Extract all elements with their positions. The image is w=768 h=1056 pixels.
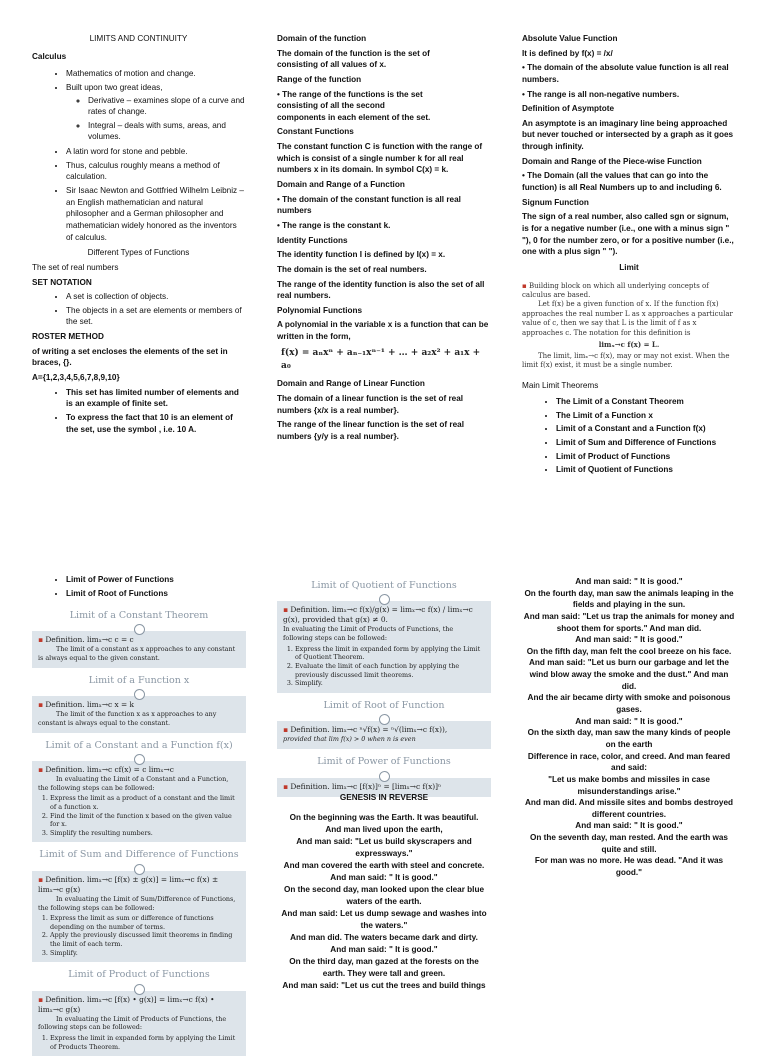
figure-text: The limit, limₓ→c f(x), may or may not exist. When the limit f(x) exist, it must be a single number. [522,351,730,370]
bullet-icon: ▪ [38,700,46,710]
genesis-line: And the air became dirty with smoke and poisonous gases. [527,693,731,715]
panel-title: Limit of Quotient of Functions [277,573,491,594]
panel-definition: Definition. limₓ→c c = c [45,635,134,645]
absolute-text: It is defined by f(x) = /x/ [522,48,613,58]
genesis-line: On the second day, man looked upon the clear blue waters of the earth. [283,884,485,906]
range-heading: Range of the function [277,74,362,84]
theorem-panel [32,603,246,668]
asymptote-text: An asymptote is an imaginary line being approached but never touched or intersected by a graph as it goes through infinity. [522,118,734,152]
roster-heading: ROSTER METHOD [32,332,104,342]
panel-body [277,721,491,749]
list-item: • Limit of Root of Functions [66,588,245,600]
theorem-panel [32,733,246,843]
column-1 [32,33,245,438]
bullet-icon: ▪ [38,874,46,884]
panel-title: Limit of a Function x [32,668,246,689]
roster-list [32,387,245,436]
polynomial-formula: f(x) = aₙxⁿ + aₙ₋₁xⁿ⁻¹ + … + a₂x² + a₁x + a₀ [281,347,481,371]
list-item: • Sir Isaac Newton and Gottfried Wilhelm Leibniz – an English mathematician and natural philosopher and a German philosopher and mathematician widely honored as the inventors of calculus. [66,185,245,243]
list-item: • This set has limited number of elements and is an example of finite set. [66,387,245,410]
theorem-panel [32,842,246,962]
panel-definition: Definition. limₓ→c cf(x) = c limₓ→c [45,764,174,774]
domain-heading: Domain of the function [277,34,367,43]
domain-range-heading: Domain and Range of a Function [277,180,405,190]
genesis-line: And man said: " It is good." [575,716,683,726]
genesis-line: And man lived upon the earth, [325,824,443,834]
constant-heading: Constant Functions [277,127,354,137]
circle-icon [134,624,145,635]
bullet-icon: ▪ [283,725,291,735]
limit-definition-figure [522,282,736,371]
figure-text: Let f(x) be a given function of x. If the function f(x) approaches the real number L as x approaches a particular value of c, then we say that L is the limit of f as x approaches c. The notation for this definition is [522,300,733,337]
list-item: 1. Express the limit in expanded form by applying the Limit of Products Theorem. [50,1034,240,1051]
genesis-line: And man said: "Let us trap the animals for money and shoot them for sports." And man did. [523,611,735,633]
panel-body [32,631,246,667]
list-item: 2. Evaluate the limit of each function by applying the previously discussed limit theorems. [295,662,485,679]
panel-definition: Definition. limₓ→c ⁿ√f(x) = ⁿ√(limₓ→c f(x)), [290,725,448,735]
list-item: • The Limit of a Constant Theorem [556,396,736,408]
domain-range-text: • The range is the constant k. [277,220,391,230]
document-title: LIMITS AND CONTINUITY [89,34,188,43]
column-2 [277,33,489,445]
genesis-line: On the fifth day, man felt the cool breeze on his face. [526,646,732,656]
signum-text: The sign of a real number, also called sgn or signum, is for a negative number (i.e., one with a minus sign " "), 0 for the number zero, or for a positive number (i.e., one with a plus sign " "). [522,212,734,257]
limit-heading: Limit [619,262,639,272]
genesis-line: And man said: "Let us build skyscrapers and expressways." [296,836,472,858]
genesis-line: On the third day, man gazed at the forests on the earth. They were tall and green. [289,956,479,978]
genesis-line: And man said: Let us dump sewage and washes into the waters." [281,908,487,930]
list-item: • Limit of Power of Functions [66,574,245,586]
genesis-line: For man was no more. He was dead. "And it was good." [534,856,724,878]
panel-text: provided that lim f(x) > 0 when n is even [283,735,416,744]
genesis-line: On the beginning was the Earth. It was beautiful. [289,812,479,822]
set-notation-heading: SET NOTATION [32,277,92,287]
panel-text: In evaluating the Limit of Products of Functions, the following steps can be followed: [283,625,454,643]
real-numbers-heading: The set of real numbers [32,262,119,272]
theorem-panels-2 [277,573,491,797]
domain-text: The domain of the function is the set of [277,48,430,58]
list-item: 2. Apply the previously discussed limit theorems in finding the limit of each term. [50,931,240,948]
signum-heading: Signum Function [522,197,589,207]
figure-text: Building block on which all underlying concepts of calculus are based. [522,281,709,299]
bullet-icon: ▪ [38,994,46,1004]
list-item: 1. Express the limit as sum or difference of functions depending on the number of terms. [50,914,240,931]
list-item: 3. Simplify the resulting numbers. [50,829,240,838]
theorem-panel [277,573,491,693]
genesis-line: On the fourth day, man saw the animals leaping in the fields and playing in the sun. [524,588,734,610]
panel-text: The limit of the function x as x approaches to any constant is always equal to the constant. [38,710,217,727]
circle-icon [134,689,145,700]
panel-definition: Definition. limₓ→c f(x)/g(x) = limₓ→c f(x) / limₓ→c g(x), provided that g(x) ≠ 0. [283,605,473,625]
panel-title: Limit of a Constant and a Function f(x) [32,733,246,754]
circle-icon [134,984,145,995]
range-text: consisting of all the second [277,101,385,111]
list-item: • Limit of Product of Functions [556,451,736,463]
circle-icon [379,771,390,782]
absolute-heading: Absolute Value Function [522,34,618,43]
list-item: • The objects in a set are elements or members of the set. [66,305,245,328]
column-1-continued [32,574,245,601]
panel-text: In evaluating the Limit of Sum/Difference of Functions, the following steps can be followed: [38,894,236,912]
linear-heading: Domain and Range of Linear Function [277,379,425,389]
list-item: • To express the fact that 10 is an element of the set, use the symbol , i.e. 10 A. [66,412,245,435]
bullet-icon: ▪ [522,281,529,290]
panel-text: The limit of a constant as x approaches to any constant is always equal to the given constant. [38,645,236,663]
piecewise-heading: Domain and Range of the Piece-wise Function [522,156,702,166]
list-item: • The Limit of a Function x [556,410,736,422]
polynomial-heading: Polynomial Functions [277,305,363,315]
panel-body [32,696,246,732]
genesis-line: And man said: " It is good." [575,577,683,586]
circle-icon [134,754,145,765]
roster-example: A={1,2,3,4,5,6,7,8,9,10} [32,373,120,383]
list-item: ◦ Integral – deals with sums, areas, and volumes. [88,120,245,143]
identity-text: The domain is the set of real numbers. [277,264,427,274]
polynomial-text: A polynomial in the variable x is a function that can be written in the form, [277,320,489,342]
list-item: • A set is collection of objects. [66,291,245,303]
sub-list [66,95,245,144]
panel-definition: Definition. limₓ→c [f(x)]ⁿ = [limₓ→c f(x)]ⁿ [290,781,442,791]
list-item: 1. Express the limit in expanded form by applying the Limit of Quotient Theorem. [295,645,485,662]
panel-body [32,761,246,842]
list-item: • Mathematics of motion and change. [66,68,245,80]
panel-title: Limit of a Constant Theorem [32,603,246,624]
roster-text: of writing a set encloses the elements of the set in braces, {}. [32,346,228,368]
piecewise-text: • The Domain (all the values that can go into the function) is all Real Numbers up to and including 6. [522,171,722,193]
genesis-line: And man said: "Let us cut the trees and build things [282,980,486,990]
column-3 [522,33,736,479]
genesis-line: Difference in race, color, and creed. And man feared and said: [527,751,731,773]
genesis-title: GENESIS IN REVERSE [339,793,429,802]
list-item: 3. Simplify. [295,679,485,688]
panel-definition: Definition. limₓ→c [f(x) • g(x)] = limₓ→c f(x) • limₓ→c g(x) [38,994,215,1014]
genesis-line: "Let us make bombs and missiles in case misunderstandings arise." [548,774,710,796]
genesis-line: On the seventh day, man rested. And the earth was quite and still. [530,833,728,854]
identity-text: The range of the identity function is also the set of all real numbers. [277,279,485,301]
list-item: • A latin word for stone and pebble. [66,146,245,158]
range-text: components in each element of the set. [277,112,431,122]
constant-text: The constant function C is function with the range of which is consist of a single number k for all real numbers x in its domain. In symbol C(x) = k. [277,142,483,175]
range-text: • The range of the functions is the set [277,89,423,99]
panel-definition: Definition. limₓ→c x = k [45,700,135,710]
theorems-heading: Main Limit Theorems [522,381,599,391]
calculus-heading: Calculus [32,51,67,61]
linear-text: The range of the linear function is the set of real numbers {y/y is a real number}. [277,420,464,441]
genesis-line: And man said: " It is good." [575,635,683,645]
panel-text: In evaluating the Limit of a Constant and a Function, the following steps can be followed: [38,774,229,792]
list-item: • Limit of Sum and Difference of Functions [556,437,736,449]
panel-title: Limit of Power of Functions [277,749,491,770]
panel-title: Limit of Sum and Difference of Functions [32,842,246,863]
identity-text: The identity function I is defined by I(x) = x. [277,250,446,260]
genesis-line: And man covered the earth with steel and concrete. [283,860,485,870]
domain-range-text: • The domain of the constant function is all real numbers [277,194,461,216]
genesis-line: And man said: " It is good." [330,872,438,882]
genesis-passage [277,792,491,992]
genesis-line: And man said: " It is good." [575,821,683,831]
circle-icon [379,714,390,725]
list-item: • Thus, calculus roughly means a method of calculation. [66,160,245,183]
list-item: • Built upon two great ideas, ◦ Derivative – examines slope of a curve and rates of change. ◦ Integral – deals with sums, areas, and volumes. [66,82,245,143]
list-item: ◦ Derivative – examines slope of a curve and rates of change. [88,95,245,118]
absolute-text: • The domain of the absolute value function is all real numbers. [522,63,729,84]
identity-heading: Identity Functions [277,235,348,245]
bullet-icon: ▪ [283,781,291,791]
genesis-passage-continued [522,576,736,879]
theorem-panels-1 [32,603,246,1056]
theorem-panel [277,693,491,749]
list-item: 2. Find the limit of the function x based on the given value for x. [50,812,240,829]
circle-icon [379,594,390,605]
panel-text: In evaluating the Limit of Products of Functions, the following steps can be followed: [38,1014,227,1032]
circle-icon [134,864,145,875]
bullet-icon: ▪ [38,635,46,645]
set-list [32,291,245,328]
genesis-line: And man did. The waters became dark and dirty. [290,932,478,942]
panel-body [32,991,246,1056]
list-item: 1. Express the limit as a product of a constant and the limit of a function x. [50,794,240,811]
list-item: 3. Simplify. [50,949,240,958]
figure-formula: limₓ→c f(x) = L. [598,340,660,350]
theorem-panel [32,668,246,733]
domain-text: consisting of all values of x. [277,60,387,70]
panel-body [277,601,491,692]
bullet-icon: ▪ [283,605,291,615]
types-heading: Different Types of Functions [87,248,190,258]
panel-title: Limit of Product of Functions [32,962,246,983]
bullet-icon: ▪ [38,764,46,774]
theorem-panel [32,962,246,1056]
asymptote-heading: Definition of Asymptote [522,104,615,114]
panel-body [32,871,246,962]
list-item: • Limit of Quotient of Functions [556,464,736,476]
panel-title: Limit of Root of Function [277,693,491,714]
genesis-line: And man did. And missile sites and bombs destroyed different countries. [524,798,734,819]
genesis-line: On the sixth day, man saw the many kinds of people on the earth [527,728,731,749]
calculus-list [32,68,245,243]
theorem-panel [277,749,491,796]
panel-definition: Definition. limₓ→c [f(x) ± g(x)] = limₓ→c f(x) ± limₓ→c g(x) [38,874,219,894]
absolute-text: • The range is all non-negative numbers. [522,89,680,99]
genesis-line: And man said: "Let us burn our garbage and let the wind blow away the smoke and the dust." And man did. [529,658,729,691]
genesis-line: And man said: " It is good." [330,944,438,954]
list-item: • Limit of a Constant and a Function f(x) [556,423,736,435]
theorems-list [522,396,736,476]
linear-text: The domain of a linear function is the set of real numbers {x/x is a real number}. [277,393,464,415]
